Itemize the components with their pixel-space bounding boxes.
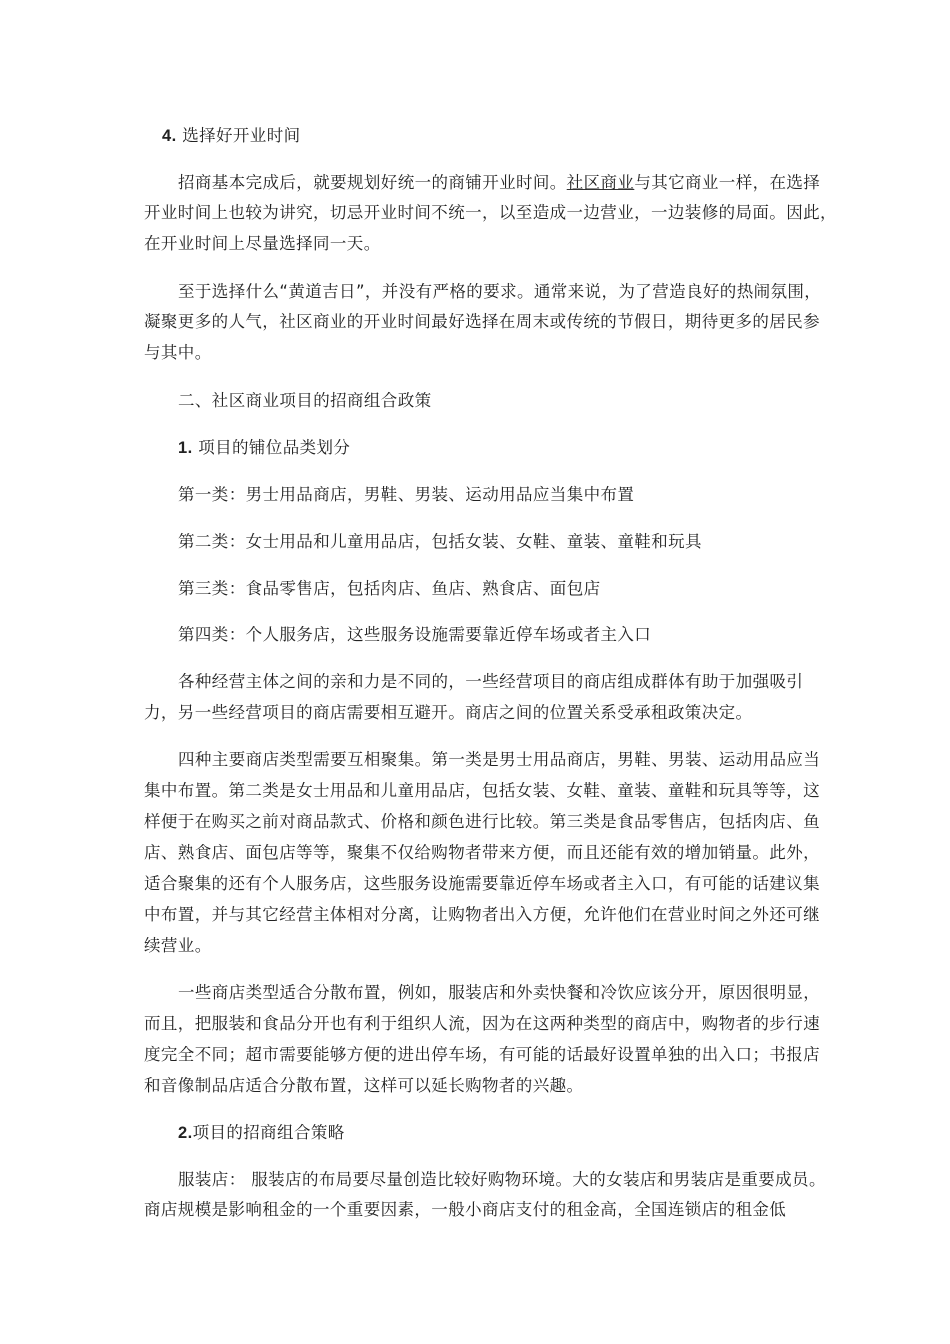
category-line-2: 第二类：女士用品和儿童用品店，包括女装、女鞋、童装、童鞋和玩具: [178, 532, 702, 551]
link-community-commerce[interactable]: 社区商业: [566, 173, 635, 192]
heading-number: 4.: [162, 127, 177, 145]
heading-text: 项目的招商组合策略: [192, 1123, 345, 1142]
subheading-2: [0, 1122, 950, 1144]
paragraph-line: 各种经营主体之间的亲和力是不同的，一些经营项目的商店组成群体有助于加强吸引: [178, 672, 804, 691]
text-span: 与其它商业一样，在选择: [634, 173, 821, 192]
section-heading-2: 二、社区商业项目的招商组合政策: [178, 391, 432, 410]
paragraph-line: 一些商店类型适合分散布置，例如，服装店和外卖快餐和冷饮应该分开，原因很明显，: [178, 983, 821, 1002]
category-line-3: 第三类：食品零售店，包括肉店、鱼店、熟食店、面包店: [178, 579, 601, 598]
section-heading-4: [0, 125, 950, 147]
paragraph-line: 中布置，并与其它经营主体相对分离，让购物者出入方便，允许他们在营业时间之外还可继: [144, 905, 820, 924]
paragraph-line: 店、熟食店、面包店等等，聚集不仅给购物者带来方便，而且还能有效的增加销量。此外，: [144, 843, 820, 862]
subheading-1: [0, 437, 950, 459]
paragraph-line: 服装店： 服装店的布局要尽量创造比较好购物环境。大的女装店和男装店是重要成员。: [178, 1170, 826, 1189]
text-span: 招商基本完成后，就要规划好统一的商铺开业时间。: [178, 173, 567, 192]
paragraph-line: 和音像制品店适合分散布置，这样可以延长购物者的兴趣。: [144, 1076, 584, 1095]
category-line-4: 第四类：个人服务店，这些服务设施需要靠近停车场或者主入口: [178, 625, 652, 644]
paragraph-line: 续营业。: [144, 936, 212, 955]
paragraph-line: 在开业时间上尽量选择同一天。: [144, 234, 381, 253]
paragraph-line: 四种主要商店类型需要互相聚集。第一类是男士用品商店，男鞋、男装、运动用品应当: [178, 750, 821, 769]
heading-text: 选择好开业时间: [176, 126, 301, 145]
paragraph-line: 度完全不同；超市需要能够方便的进出停车场，有可能的话最好设置单独的出入口；书报店: [144, 1045, 820, 1064]
paragraph-line: 与其中。: [144, 343, 212, 362]
paragraph-line: 集中布置。第二类是女士用品和儿童用品店，包括女装、女鞋、童装、童鞋和玩具等等，这: [144, 781, 820, 800]
category-line-1: 第一类：男士用品商店，男鞋、男装、运动用品应当集中布置: [178, 485, 635, 504]
heading-number: 1.: [178, 439, 193, 457]
heading-number: 2.: [178, 1124, 193, 1142]
paragraph-line: 样便于在购买之前对商品款式、价格和颜色进行比较。第三类是食品零售店，包括肉店、鱼: [144, 812, 820, 831]
paragraph-line: 而且，把服装和食品分开也有利于组织人流，因为在这两种类型的商店中，购物者的步行速: [144, 1014, 820, 1033]
paragraph-line: 凝聚更多的人气，社区商业的开业时间最好选择在周末或传统的节假日，期待更多的居民参: [144, 312, 820, 331]
paragraph-line: 商店规模是影响租金的一个重要因素，一般小商店支付的租金高，全国连锁店的租金低: [144, 1200, 787, 1219]
paragraph-line: 开业时间上也较为讲究，切忌开业时间不统一，以至造成一边营业，一边装修的局面。因此，: [144, 203, 837, 222]
paragraph-line: 至于选择什么“黄道吉日”，并没有严格的要求。通常来说，为了营造良好的热闹氛围，: [178, 282, 822, 301]
paragraph-line: 适合聚集的还有个人服务店，这些服务设施需要靠近停车场或者主入口，有可能的话建议集: [144, 874, 820, 893]
paragraph-line: [0, 172, 950, 194]
paragraph-line: 力，另一些经营项目的商店需要相互避开。商店之间的位置关系受承租政策决定。: [144, 703, 753, 722]
heading-text: 项目的铺位品类划分: [192, 438, 351, 457]
